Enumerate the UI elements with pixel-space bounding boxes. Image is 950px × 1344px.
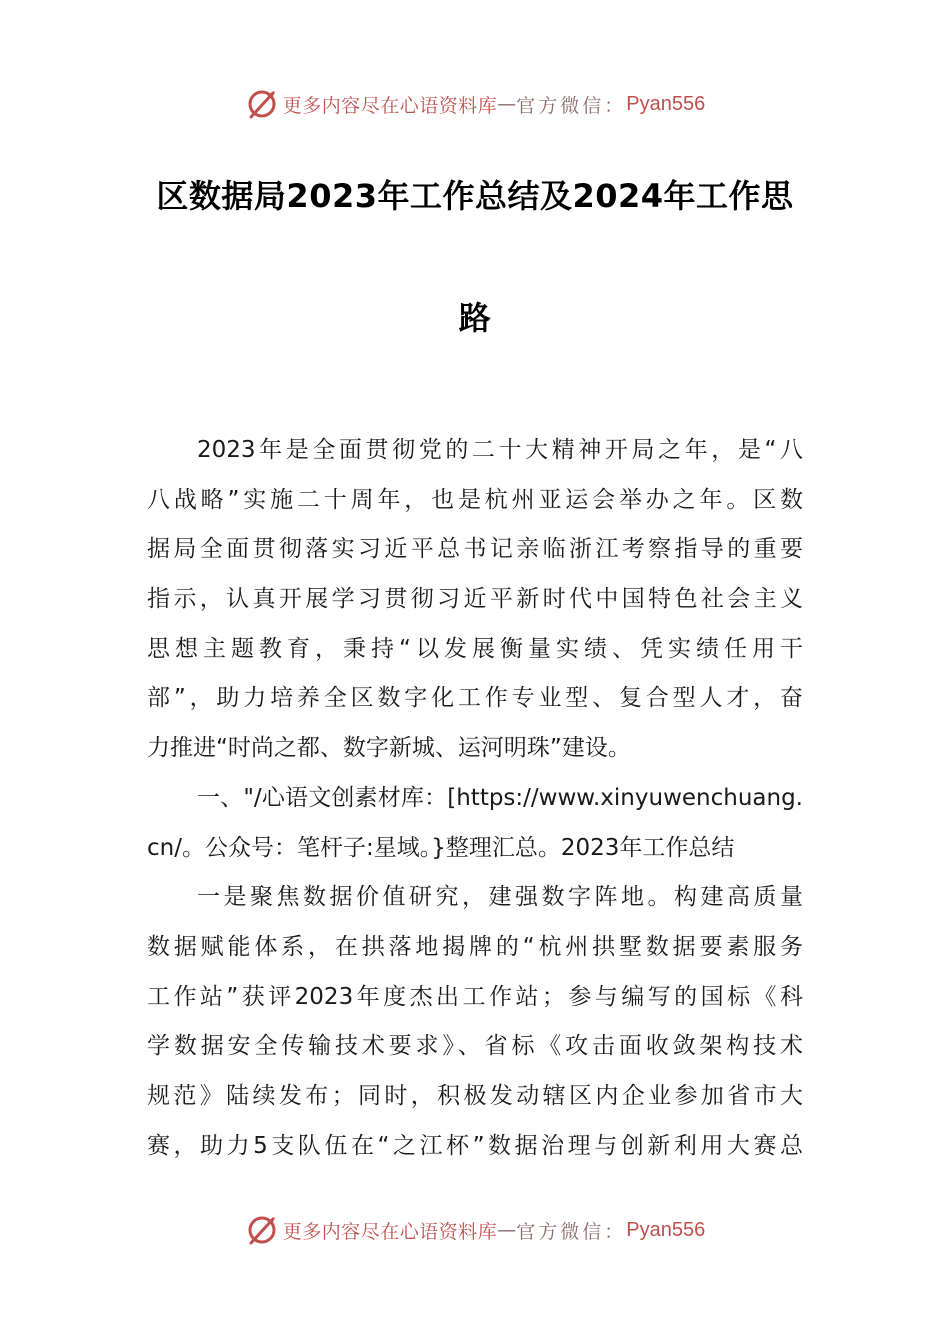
banner-dash: —: [497, 93, 517, 115]
body-line: 指示，认真开展学习贯彻习近平新时代中国特色社会主义: [147, 586, 803, 613]
body-line: 工作站”获评2023年度杰出工作站；参与编写的国标《科: [147, 983, 803, 1010]
body-line: 部”，助力培养全区数字化工作专业型、复合型人才，奋: [147, 685, 803, 712]
body-line: 据局全面贯彻落实习近平总书记亲临浙江考察指导的重要: [147, 536, 803, 563]
banner-brand-text: 更多内容尽在心语资料库: [282, 94, 498, 117]
footer-watermark-banner: [0, 1210, 950, 1250]
body-line: 思想主题教育，秉持“以发展衡量实绩、凭实绩任用干: [147, 635, 803, 662]
banner-brand-text: 更多内容尽在心语资料库: [282, 1220, 498, 1243]
banner-wechat-label: 官方微信：: [516, 1220, 627, 1243]
body-line: 力推进“时尚之都、数字新城、运河明珠”建设。: [147, 735, 631, 762]
body-line: 2023年是全面贯彻党的二十大精神开局之年，是“八: [197, 437, 803, 463]
banner-wechat-label: 官方微信：: [516, 94, 627, 117]
body-line: 学数据安全传输技术要求》、省标《攻击面收敛架构技术: [147, 1033, 803, 1060]
banner-dash: —: [497, 1219, 517, 1241]
banner-wechat-id: Pyan556: [626, 1218, 706, 1241]
quill-logo-icon: [245, 87, 279, 121]
quill-logo-icon: [245, 1213, 279, 1247]
header-watermark-banner: [0, 84, 950, 124]
document-title-line-2: 路: [458, 299, 492, 337]
body-line: cn/。公众号：笔杆子:星域。}整理汇总。2023年工作总结: [147, 834, 735, 861]
body-line: 八战略”实施二十周年，也是杭州亚运会举办之年。区数: [147, 486, 803, 513]
body-line: 一、"/心语文创素材库：[https://www.xinyuwenchuang.: [197, 784, 803, 811]
body-line: 赛，助力5支队伍在“之江杯”数据治理与创新利用大赛总: [147, 1132, 803, 1159]
document-title-line-1: 区数据局2023年工作总结及2024年工作思: [156, 177, 794, 215]
body-line: 数据赋能体系，在拱落地揭牌的“杭州拱墅数据要素服务: [147, 933, 803, 960]
body-line: 规范》陆续发布；同时，积极发动辖区内企业参加省市大: [147, 1082, 803, 1109]
body-line: 一是聚焦数据价值研究，建强数字阵地。构建高质量: [197, 884, 803, 911]
banner-wechat-id: Pyan556: [626, 92, 706, 115]
document-body: [147, 426, 803, 1171]
